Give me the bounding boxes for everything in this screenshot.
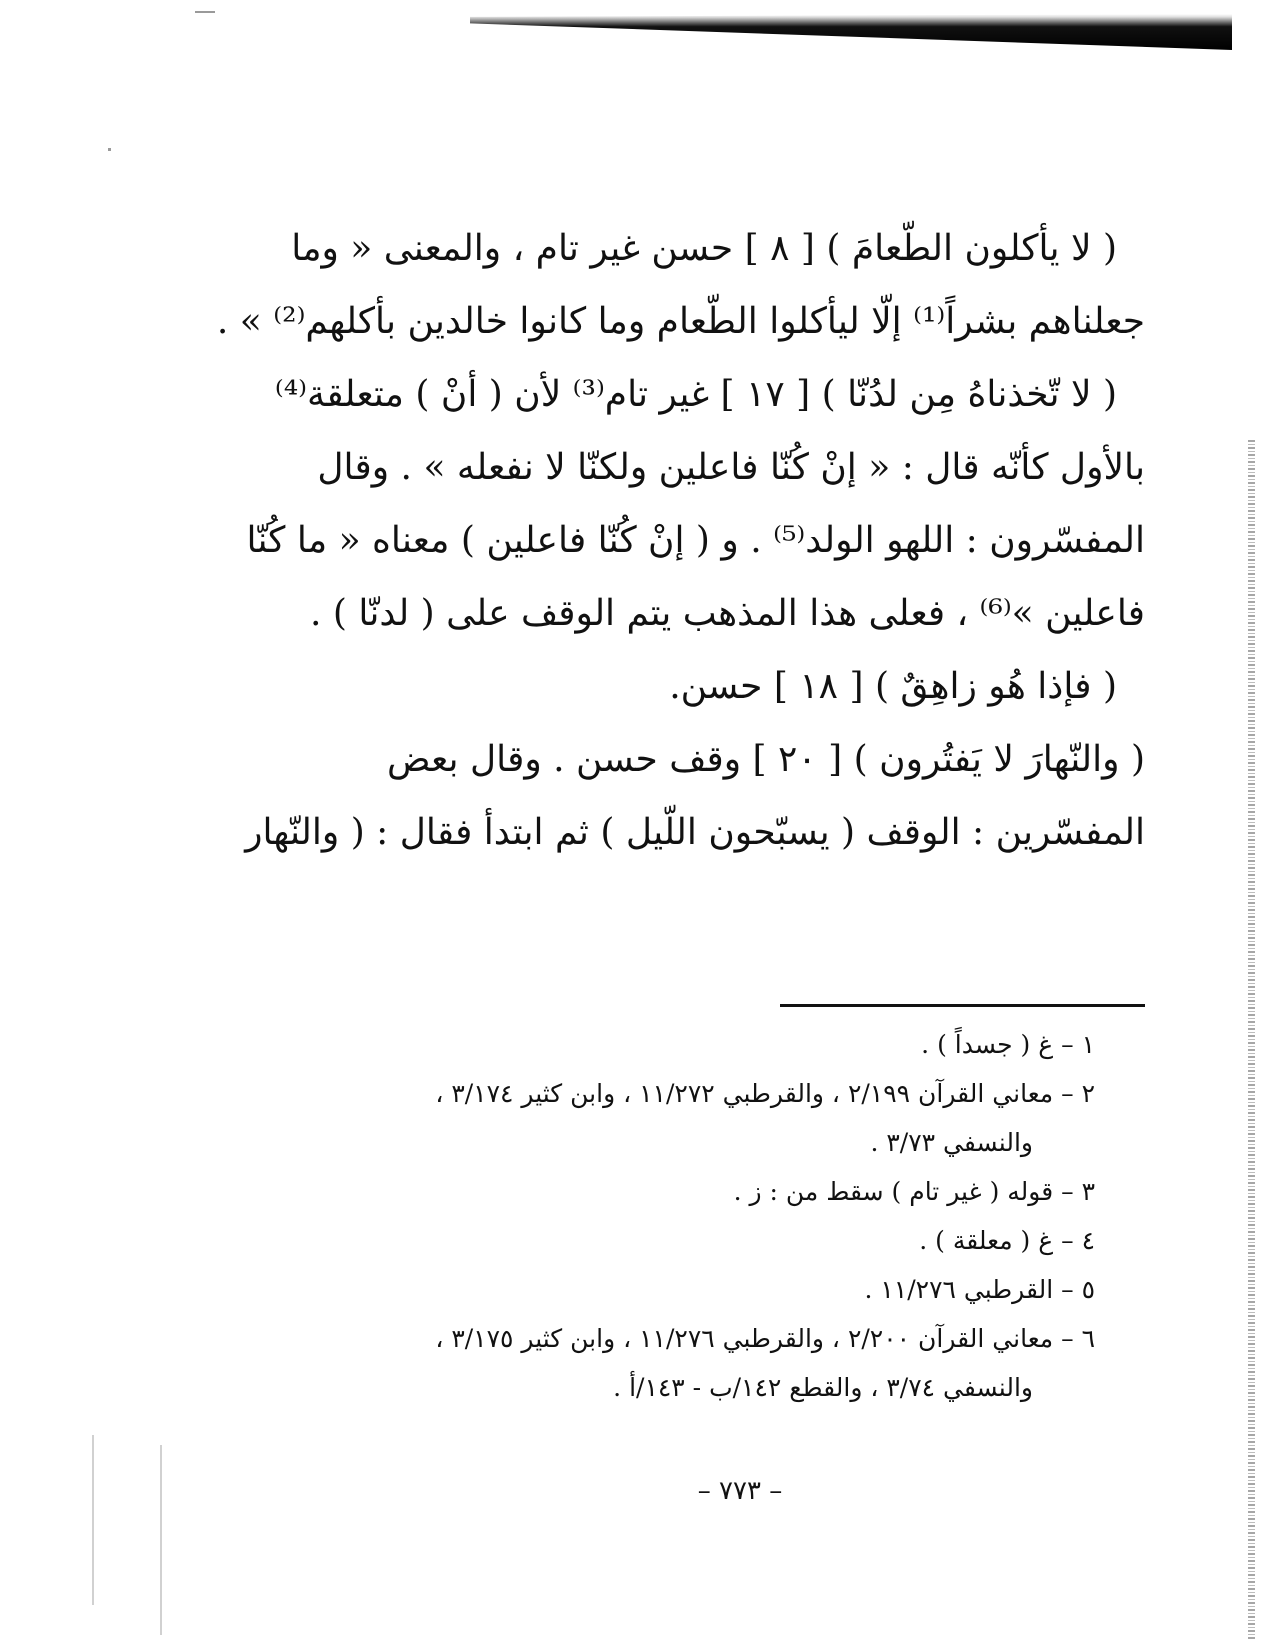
- text-line: ( لا تّخذناهُ مِن لدُنّا ) [ ١٧ ] غير تام⁽³⁾ لأن ( أنْ ) متعلقة⁽⁴⁾: [274, 374, 1117, 415]
- text-line: بالأول كأنّه قال : « إنْ كُنّا فاعلين ولكنّا لا نفعله » . وقال: [317, 447, 1145, 488]
- text-line: ( لا يأكلون الطّعامَ ) [ ٨ ] حسن غير تام ، والمعنى « وما: [291, 228, 1117, 269]
- scan-edge-noise: [1248, 440, 1255, 1640]
- scan-mark-left-2: [92, 1435, 94, 1605]
- text-line: ( والنّهارَ لا يَفتُرون ) [ ٢٠ ] وقف حسن . وقال بعض: [387, 739, 1145, 780]
- footnote-line: ١ – غ ( جسداً ) .: [921, 1030, 1095, 1059]
- text-line: المفسّرون : اللهو الولد⁽⁵⁾ . و ( إنْ كُنّا فاعلين ) معناه « ما كُنّا: [246, 520, 1145, 561]
- scan-shadow-bar: [470, 14, 1232, 50]
- text-line: ( فإذا هُو زاهِقٌ ) [ ١٨ ] حسن.: [669, 666, 1117, 707]
- scan-mark-left-3: [160, 1445, 162, 1635]
- footnotes: [350, 1020, 1095, 1412]
- footnote-line: ٤ – غ ( معلقة ) .: [919, 1226, 1095, 1255]
- text-line: فاعلين »⁽⁶⁾ ، فعلى هذا المذهب يتم الوقف على ( لدنّا ) .: [309, 593, 1145, 634]
- footnote-line: ٦ – معاني القرآن ٢/٢٠٠ ، والقرطبي ١١/٢٧٦ ، وابن كثير ٣/١٧٥ ،: [435, 1324, 1095, 1353]
- footnote-line: ٢ – معاني القرآن ٢/١٩٩ ، والقرطبي ١١/٢٧٢ ، وابن كثير ٣/١٧٤ ،: [435, 1079, 1095, 1108]
- scan-mark-left-1: [108, 148, 111, 151]
- footnote-divider: [780, 1004, 1145, 1007]
- footnote-continuation: والنسفي ٣/٧٤ ، والقطع ١٤٢/ب - ١٤٣/أ .: [613, 1373, 1033, 1402]
- footnote-continuation: والنسفي ٣/٧٣ .: [870, 1128, 1033, 1157]
- text-line: المفسّرين : الوقف ( يسبّحون اللّيل ) ثم ابتدأ فقال : ( والنّهار: [245, 812, 1145, 853]
- footnote-line: ٥ – القرطبي ١١/٢٧٦ .: [864, 1275, 1095, 1304]
- footnote-line: ٣ – قوله ( غير تام ) سقط من : ز .: [733, 1177, 1095, 1206]
- text-line: جعلناهم بشراً⁽¹⁾ إلّا ليأكلوا الطّعام وما كانوا خالدين بأكلهم⁽²⁾ » .: [216, 301, 1145, 342]
- scan-mark-top-left: [195, 11, 215, 13]
- page-number: – ٧٧٣ –: [697, 1476, 783, 1506]
- main-text: [216, 212, 1145, 869]
